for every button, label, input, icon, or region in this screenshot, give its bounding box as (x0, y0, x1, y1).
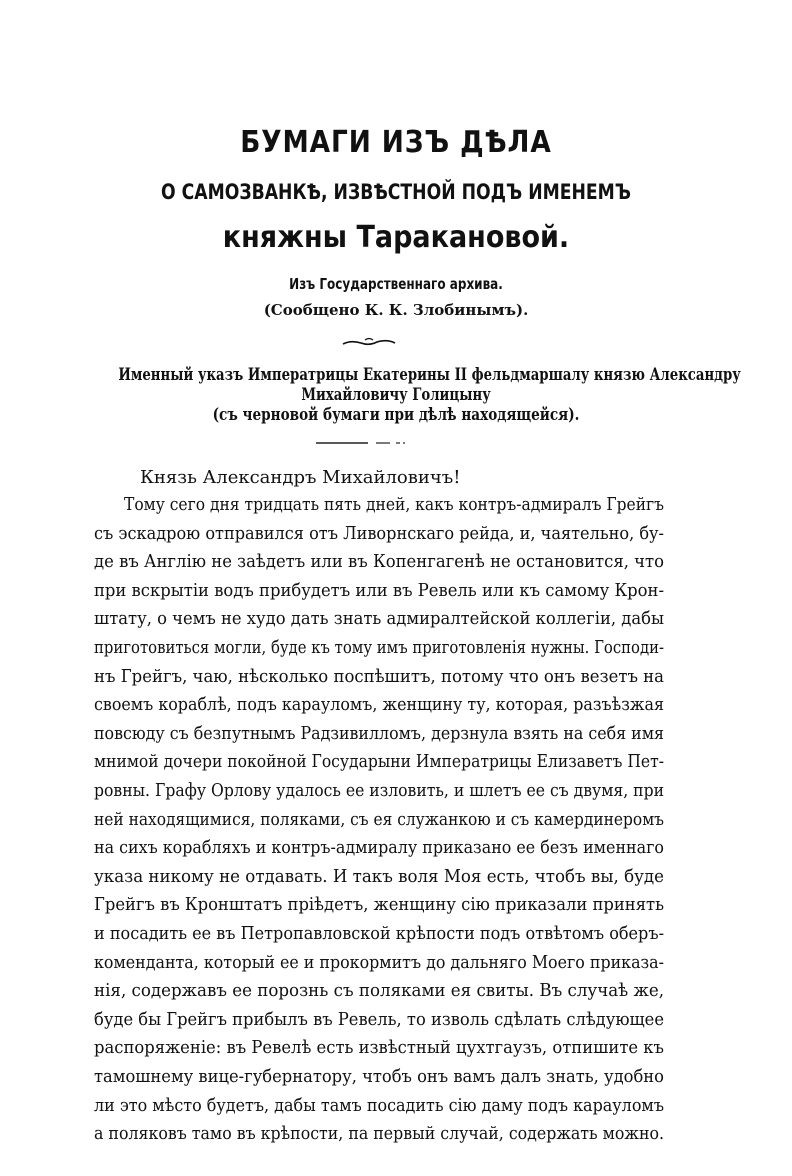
letter-line: Тому сего дня тридцать пять дней, какъ контръ-адмиралъ Грейгъ (124, 494, 664, 515)
letter-line: штату, о чемъ не худо дать знать адмиралтейской коллегіи, дабы (94, 608, 664, 630)
decree-heading (40, 365, 752, 425)
communicated-by: (Сообщено К. К. Злобинымъ). (263, 301, 529, 319)
letter-line: своемъ кораблѣ, подъ карауломъ, женщину ту, которая, разъѣзжая (94, 694, 664, 716)
letter-line: распоряженіе: въ Ревелѣ есть извѣстный цухтгаузъ, отпишите къ (94, 1037, 664, 1059)
letter-line: буде бы Грейгъ прибылъ въ Ревель, то изволь сдѣлать слѣдующее (94, 1008, 664, 1030)
page-title-name: княжны Таракановой. (222, 220, 570, 255)
decree-line-3: (съ черновой бумаги при дѣлѣ находящейся). (212, 405, 580, 425)
letter-line: указа никому не отдавать. И такъ воля Моя есть, чтобъ вы, буде (94, 865, 664, 887)
letter-line: а поляковъ тамо въ крѣпости, па первый случай, содержать можно. (94, 1123, 664, 1145)
page-title: БУМАГИ ИЗЪ ДѢЛА (240, 125, 552, 160)
letter-line: ли это мѣсто будетъ, дабы тамъ посадить сію даму подъ карауломъ (94, 1094, 664, 1116)
letter-line: тамошнему вице-губернатору, чтобъ онъ вамъ далъ знать, удобно (94, 1066, 664, 1087)
letter-line: съ эскадрою отправился отъ Ливорнскаго рейда, и, чаятельно, бу- (94, 522, 664, 544)
letter-line: на сихъ корабляхъ и контръ-адмиралу приказано ее безъ именнаго (94, 837, 664, 859)
letter-line: нъ Грейгъ, чаю, нѣсколько поспѣшитъ, потому что онъ везетъ на (94, 665, 664, 687)
letter-line: при вскрытіи водъ прибудетъ или въ Ревель или къ самому Крон- (94, 579, 664, 601)
letter-salutation: Князь Александръ Михайловичъ! (140, 467, 461, 488)
page-subtitle: О САМОЗВАНКѢ, ИЗВѢСТНОЙ ПОДЪ ИМЕНЕМЪ (160, 180, 631, 204)
letter-line: нія, содержавъ ее порознь съ поляками ея свиты. Въ случаѣ же, (94, 980, 664, 1002)
decree-line-2: Михайловичу Голицыну (301, 385, 491, 405)
ornament-divider (341, 336, 397, 350)
letter-line: и посадить ее въ Петропавловской крѣпости подъ отвѣтомъ оберъ- (94, 923, 664, 944)
letter-line: ней находящимися, поляками, съ ея служанкою и съ камердинеромъ (94, 808, 664, 830)
letter-line: повсюду съ безпутнымъ Радзивилломъ, дерзнула взять на себя имя (94, 722, 664, 744)
section-divider (316, 440, 406, 446)
letter-line: де въ Англію не заѣдетъ или въ Копенгагенѣ не остановится, что (94, 551, 664, 573)
letter-line: коменданта, который ее и прокормитъ до дальняго Моего приказа- (94, 951, 664, 973)
letter-line: мнимой дочери покойной Государыни Императрицы Елизаветъ Пет- (94, 751, 664, 773)
letter-line: приготовиться могли, буде къ тому имъ приготовленія нужны. Господи- (94, 637, 664, 658)
letter-line: Грейгъ въ Кронштатъ пріѣдетъ, женщину сію приказали принять (94, 894, 664, 916)
letter-line: ровны. Графу Орлову удалось ее изловить, и шлетъ ее съ двумя, при (94, 780, 664, 801)
archive-source: Изъ Государственнаго архива. (289, 275, 503, 293)
decree-line-1: Именный указъ Императрицы Екатерины II фельдмаршалу князю Александру (118, 365, 741, 385)
